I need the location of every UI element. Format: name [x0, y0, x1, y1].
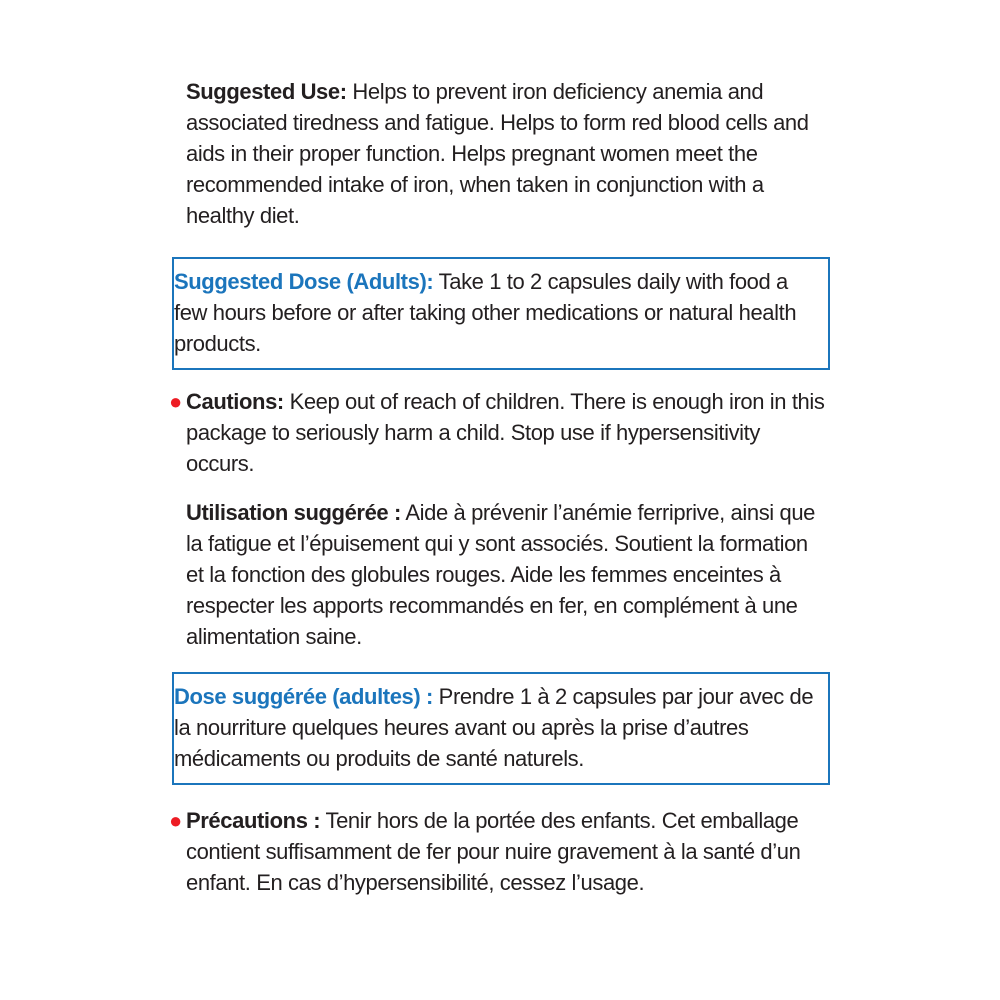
suggested-use-heading: Suggested Use: — [186, 79, 347, 104]
section-precautions — [169, 805, 830, 898]
suggested-use-paragraph — [186, 76, 830, 231]
section-cautions — [169, 386, 830, 479]
precautions-paragraph — [186, 805, 830, 898]
precautions-heading: Précautions : — [186, 808, 321, 833]
suggested-dose-heading: Suggested Dose (Adults): — [174, 269, 434, 294]
cautions-paragraph — [186, 386, 830, 479]
section-suggested-dose-box — [172, 257, 830, 370]
red-bullet-icon: ● — [169, 389, 182, 414]
utilisation-suggeree-paragraph — [186, 497, 830, 652]
dose-suggeree-paragraph — [174, 681, 816, 774]
red-bullet-icon: ● — [169, 808, 182, 833]
dose-suggeree-body: Prendre 1 à 2 capsules par jour avec de la nourriture quelques heures avant ou après la prise d’autres médicaments ou produits de santé naturels. — [174, 684, 814, 771]
dose-suggeree-heading: Dose suggérée (adultes) : — [174, 684, 433, 709]
utilisation-suggeree-heading: Utilisation suggérée : — [186, 500, 401, 525]
cautions-body: Keep out of reach of children. There is enough iron in this package to seriously harm a child. Stop use if hypersensitivity occurs. — [186, 389, 825, 476]
section-dose-suggeree-box — [172, 672, 830, 785]
utilisation-suggeree-body: Aide à prévenir l’anémie ferriprive, ainsi que la fatigue et l’épuisement qui y sont associés. Soutient la formation et la fonction des globules rouges. Aide les femmes enceintes à respecter les apports recommandés en fer, en complément à une alimentation saine. — [186, 500, 815, 649]
suggested-use-body: Helps to prevent iron deficiency anemia and associated tiredness and fatigue. Helps to form red blood cells and aids in their proper function. Helps pregnant women meet the recommended intake of iron, when taken in conjunction with a healthy diet. — [186, 79, 809, 228]
label-content — [169, 76, 830, 898]
cautions-heading: Cautions: — [186, 389, 284, 414]
precautions-body: Tenir hors de la portée des enfants. Cet emballage contient suffisamment de fer pour nuire gravement à la santé d’un enfant. En cas d’hypersensibilité, cessez l’usage. — [186, 808, 801, 895]
section-suggested-use — [172, 76, 830, 231]
suggested-dose-body: Take 1 to 2 capsules daily with food a few hours before or after taking other medications or natural health products. — [174, 269, 797, 356]
suggested-dose-paragraph — [174, 266, 816, 359]
section-utilisation-suggeree — [172, 497, 830, 652]
